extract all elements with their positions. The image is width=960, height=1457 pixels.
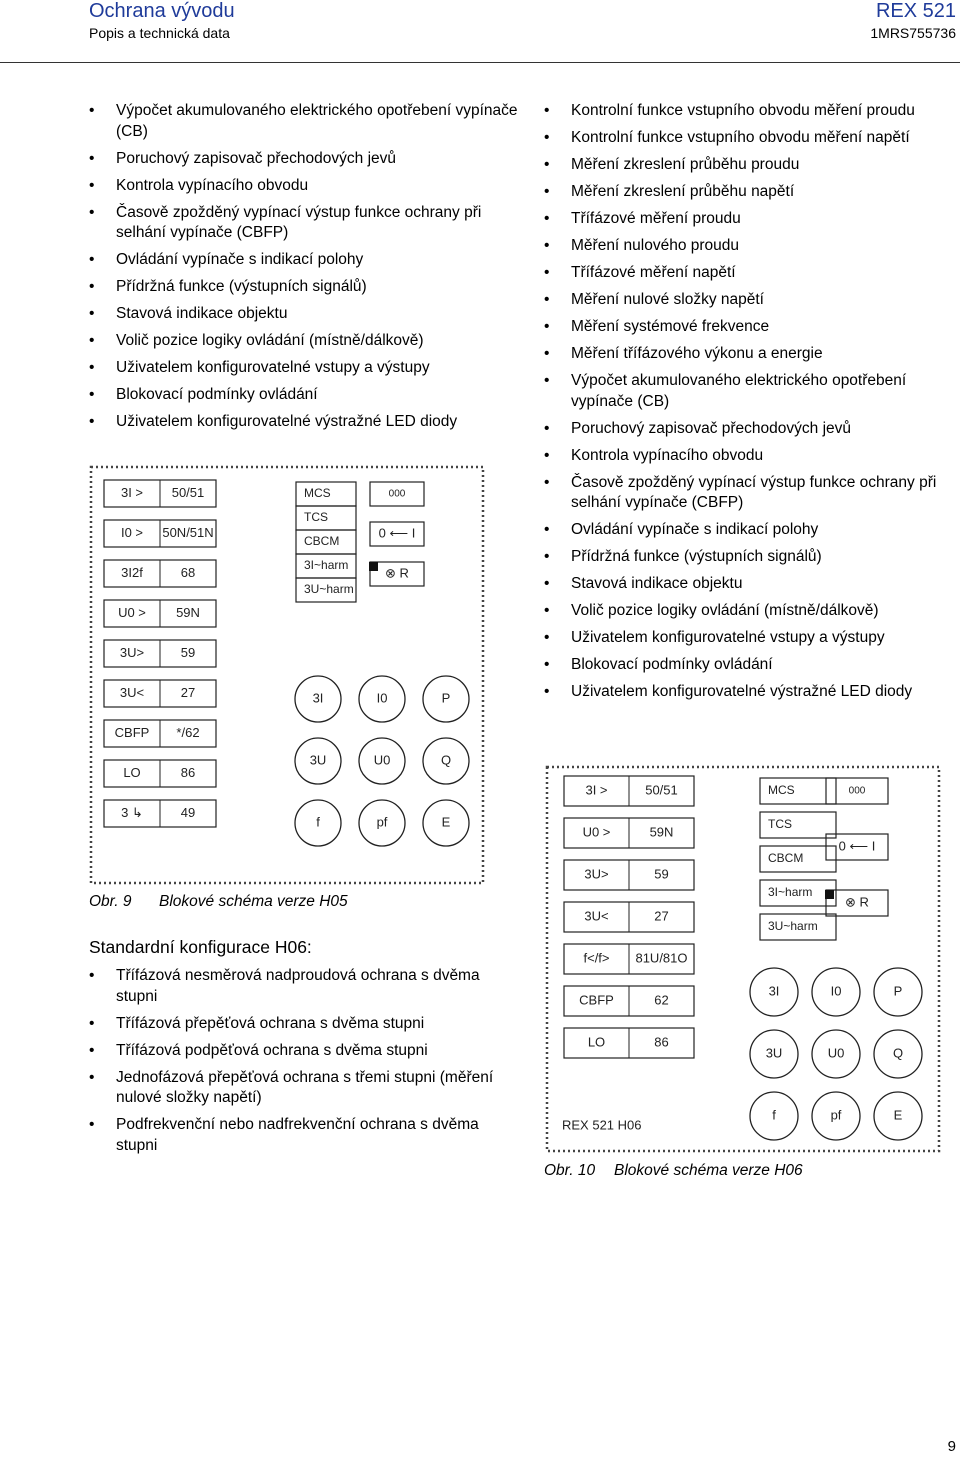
list-item-text: Časově zpožděný vypínací výstup funkce ochrany při selhání vypínače (CBFP) — [116, 203, 482, 241]
function-symbol: 3U> — [584, 866, 609, 882]
bullet-icon: • — [544, 291, 550, 308]
bullet-icon: • — [544, 345, 550, 362]
bullet-icon: • — [544, 318, 550, 335]
function-symbol: U0 > — [582, 824, 611, 840]
bullet-icon: • — [544, 548, 550, 565]
measurement-label: P — [441, 690, 451, 706]
bullet-icon: • — [544, 372, 550, 389]
bullet-icon: • — [544, 575, 550, 592]
list-item — [89, 304, 519, 325]
list-item — [544, 655, 960, 676]
figure-10-title: Blokové schéma verze H06 — [614, 1162, 803, 1179]
indicator-square-icon — [825, 890, 834, 899]
bullet-icon: • — [89, 1014, 95, 1032]
supervision-label: 3I~harm — [304, 558, 349, 573]
list-item-text: Měření nulového proudu — [571, 237, 740, 254]
bullet-icon: • — [544, 521, 550, 538]
list-item — [89, 1041, 519, 1062]
list-item-text: Uživatelem konfigurovatelné výstražné LED diody — [116, 413, 458, 430]
list-item — [89, 412, 519, 433]
bullet-icon: • — [89, 1041, 95, 1059]
list-item — [544, 209, 960, 230]
bullet-icon: • — [89, 203, 95, 221]
bullet-icon: • — [89, 305, 95, 322]
supervision-label: CBCM — [304, 534, 340, 549]
list-item-text: Stavová indikace objektu — [116, 305, 288, 322]
list-item-text: Třífázová podpěťová ochrana s dvěma stupni — [116, 1041, 428, 1059]
list-item-text: Uživatelem konfigurovatelné výstražné LED diody — [571, 683, 913, 700]
ansi-code: 86 — [180, 764, 196, 780]
ansi-code: 62 — [654, 992, 669, 1008]
bullet-icon: • — [89, 1116, 95, 1133]
list-item-text: Poruchový zapisovač přechodových jevů — [116, 149, 397, 167]
document-title: Ochrana vývodu — [89, 0, 235, 22]
supervision-label: CBCM — [768, 851, 804, 866]
figure-10-block-diagram — [544, 764, 942, 1154]
ansi-code: 68 — [180, 564, 196, 580]
list-item-text: Blokovací podmínky ovládání — [571, 656, 773, 673]
function-symbol: 3U< — [119, 684, 145, 700]
bullet-icon: • — [89, 413, 95, 430]
list-item — [89, 277, 519, 298]
list-item — [544, 128, 960, 149]
list-item — [89, 203, 519, 244]
supervision-label: MCS — [768, 783, 795, 798]
list-item — [89, 250, 519, 271]
function-symbol: 3I2f — [121, 564, 143, 580]
function-symbol: 3U> — [119, 644, 145, 660]
bullet-icon: • — [544, 473, 550, 491]
list-item-text: Měření nulové složky napětí — [571, 291, 764, 308]
bullet-icon: • — [89, 278, 95, 295]
measurement-label: E — [441, 814, 451, 830]
ansi-code: */62 — [176, 724, 200, 740]
ansi-code: 27 — [180, 684, 196, 700]
bullet-icon: • — [89, 149, 95, 167]
list-item-text: Výpočet akumulovaného elektrického opotřebení vypínače (CB) — [116, 102, 518, 140]
list-item — [544, 473, 960, 514]
document-code: 1MRS755736 — [870, 25, 956, 41]
control-label: ⊗ R — [385, 565, 409, 581]
function-symbol: f</f> — [583, 950, 610, 966]
ansi-code: 59 — [654, 866, 669, 882]
ansi-code: 50/51 — [171, 484, 205, 500]
list-item-text: Kontrolní funkce vstupního obvodu měření napětí — [571, 129, 910, 146]
control-label: 0 ⟵ I — [378, 525, 416, 541]
supervision-label: TCS — [304, 510, 328, 525]
bullet-icon: • — [544, 210, 550, 227]
measurement-label: f — [772, 1107, 776, 1123]
supervision-label: 3I~harm — [768, 885, 813, 900]
measurement-label: U0 — [373, 752, 391, 768]
figure-9-title: Blokové schéma verze H05 — [159, 893, 348, 910]
bullet-icon: • — [89, 386, 95, 403]
figure-10-caption — [544, 1162, 803, 1180]
list-item — [544, 574, 960, 595]
bullet-icon: • — [544, 102, 550, 119]
function-symbol: 3 ↳ — [121, 804, 143, 820]
function-symbol: I0 > — [120, 524, 144, 540]
list-item-text: Třífázové měření proudu — [571, 210, 741, 227]
bullet-icon: • — [89, 967, 95, 984]
ansi-code: 86 — [654, 1034, 669, 1050]
list-item-text: Kontrola vypínacího obvodu — [116, 176, 309, 194]
list-item-text: Kontrola vypínacího obvodu — [571, 446, 764, 464]
list-item-text: Blokovací podmínky ovládání — [116, 386, 318, 403]
list-item-text: Třífázové měření napětí — [571, 264, 736, 281]
measurement-label: 3U — [309, 752, 327, 768]
list-item-text: Stavová indikace objektu — [571, 575, 743, 592]
list-item — [544, 547, 960, 568]
measurement-label: pf — [830, 1107, 842, 1123]
list-item-text: Jednofázová přepěťová ochrana s třemi stupni (měření nulové složky napětí) — [116, 1068, 494, 1106]
ansi-code: 49 — [180, 804, 196, 820]
ansi-code: 59 — [180, 644, 196, 660]
bullet-icon: • — [89, 176, 95, 194]
list-item — [89, 149, 519, 170]
measurement-label: I0 — [830, 983, 842, 999]
measurement-label: 3I — [768, 983, 780, 999]
list-item-text: Ovládání vypínače s indikací polohy — [116, 251, 364, 268]
bullet-icon: • — [544, 156, 550, 173]
measurement-label: I0 — [376, 690, 388, 706]
control-label: 000 — [388, 488, 406, 500]
list-item — [89, 101, 519, 142]
list-item-text: Podfrekvenční nebo nadfrekvenční ochrana s dvěma stupni — [116, 1116, 479, 1154]
list-item — [544, 446, 960, 467]
list-item — [89, 331, 519, 352]
supervision-label: 3U~harm — [304, 582, 354, 597]
measurement-label: U0 — [827, 1045, 845, 1061]
list-item — [89, 358, 519, 379]
list-item-text: Volič pozice logiky ovládání (místně/dálkově) — [116, 332, 424, 349]
bullet-icon: • — [544, 129, 550, 146]
ansi-code: 27 — [654, 908, 669, 924]
control-label: 0 ⟵ I — [838, 838, 876, 854]
bullet-icon: • — [89, 102, 95, 119]
list-item — [89, 966, 519, 1007]
function-symbol: 3I > — [585, 782, 608, 798]
list-item — [544, 371, 960, 412]
h06-heading: Standardní konfigurace H06: — [89, 937, 312, 957]
bullet-icon: • — [544, 264, 550, 281]
supervision-label: MCS — [304, 486, 331, 501]
ansi-code: 50N/51N — [162, 524, 214, 540]
list-item-text: Přídržná funkce (výstupních signálů) — [116, 278, 367, 295]
list-item-text: Třífázová přepěťová ochrana s dvěma stupni — [116, 1014, 425, 1032]
list-item-text: Uživatelem konfigurovatelné vstupy a výstupy — [571, 629, 885, 646]
measurement-label: 3I — [312, 690, 324, 706]
list-item — [544, 628, 960, 649]
ansi-code: 81U/81O — [635, 950, 688, 966]
function-symbol: CBFP — [114, 724, 150, 740]
list-item — [89, 176, 519, 197]
function-symbol: LO — [123, 764, 141, 780]
page-number: 9 — [947, 1438, 956, 1455]
list-item — [544, 155, 960, 176]
bullet-icon: • — [89, 251, 95, 268]
list-item — [89, 385, 519, 406]
measurement-label: E — [893, 1107, 903, 1123]
header-divider — [0, 62, 960, 63]
list-item — [89, 1115, 519, 1156]
right-feature-list — [544, 101, 960, 709]
supervision-label: 3U~harm — [768, 919, 818, 934]
list-item-text: Měření zkreslení průběhu proudu — [571, 156, 800, 173]
measurement-label: Q — [892, 1045, 904, 1061]
bullet-icon: • — [89, 332, 95, 349]
bullet-icon: • — [544, 656, 550, 673]
product-name: REX 521 — [875, 0, 956, 22]
list-item-text: Volič pozice logiky ovládání (místně/dálkově) — [571, 602, 879, 619]
list-item-text: Měření systémové frekvence — [571, 318, 770, 335]
function-symbol: CBFP — [579, 992, 614, 1008]
bullet-icon: • — [89, 359, 95, 376]
ansi-code: 59N — [649, 824, 674, 840]
list-item — [544, 601, 960, 622]
bullet-icon: • — [89, 1068, 95, 1086]
list-item — [544, 101, 960, 122]
list-item — [544, 263, 960, 284]
function-symbol: LO — [587, 1034, 606, 1050]
figure-9-number: Obr. 9 — [89, 893, 132, 910]
figure-10-number: Obr. 10 — [544, 1162, 596, 1179]
control-label: ⊗ R — [845, 894, 869, 910]
indicator-square-icon — [369, 562, 378, 571]
list-item-text: Třífázová nesměrová nadproudová ochrana s dvěma stupni — [116, 967, 480, 1005]
list-item — [544, 236, 960, 257]
figure-9-caption — [89, 893, 348, 911]
measurement-label: P — [893, 983, 903, 999]
measurement-label: 3U — [765, 1045, 783, 1061]
measurement-label: f — [316, 814, 320, 830]
list-item-text: Měření třífázového výkonu a energie — [571, 345, 823, 362]
list-item — [89, 1068, 519, 1109]
list-item-text: Časově zpožděný vypínací výstup funkce ochrany při selhání vypínače (CBFP) — [571, 473, 937, 511]
list-item — [544, 520, 960, 541]
document-subtitle: Popis a technická data — [89, 25, 230, 41]
bullet-icon: • — [544, 629, 550, 646]
bullet-icon: • — [544, 683, 550, 700]
bullet-icon: • — [544, 446, 550, 464]
ansi-code: 59N — [176, 604, 200, 620]
supervision-label: TCS — [768, 817, 792, 832]
list-item-text: Kontrolní funkce vstupního obvodu měření proudu — [571, 102, 915, 119]
bullet-icon: • — [544, 419, 550, 437]
function-symbol: 3I > — [120, 484, 144, 500]
list-item — [544, 344, 960, 365]
ansi-code: 50/51 — [645, 782, 678, 798]
figure-9-block-diagram — [88, 464, 486, 886]
control-label: 000 — [848, 785, 866, 797]
list-item-text: Měření zkreslení průběhu napětí — [571, 183, 795, 200]
list-item-text: Poruchový zapisovač přechodových jevů — [571, 419, 852, 437]
list-item-text: Uživatelem konfigurovatelné vstupy a výstupy — [116, 359, 430, 376]
bullet-icon: • — [544, 183, 550, 200]
left-feature-list — [89, 101, 519, 439]
list-item — [544, 290, 960, 311]
h06-feature-list — [89, 966, 519, 1163]
list-item — [544, 682, 960, 703]
list-item — [544, 317, 960, 338]
list-item-text: Ovládání vypínače s indikací polohy — [571, 521, 819, 538]
list-item-text: Přídržná funkce (výstupních signálů) — [571, 548, 822, 565]
list-item — [544, 419, 960, 440]
measurement-label: pf — [376, 814, 388, 830]
function-symbol: U0 > — [118, 604, 146, 620]
model-label: REX 521 H06 — [562, 1117, 642, 1133]
function-symbol: 3U< — [584, 908, 609, 924]
list-item-text: Výpočet akumulovaného elektrického opotřebení vypínače (CB) — [571, 372, 907, 410]
bullet-icon: • — [544, 602, 550, 619]
list-item — [544, 182, 960, 203]
bullet-icon: • — [544, 237, 550, 254]
list-item — [89, 1014, 519, 1035]
measurement-label: Q — [440, 752, 452, 768]
